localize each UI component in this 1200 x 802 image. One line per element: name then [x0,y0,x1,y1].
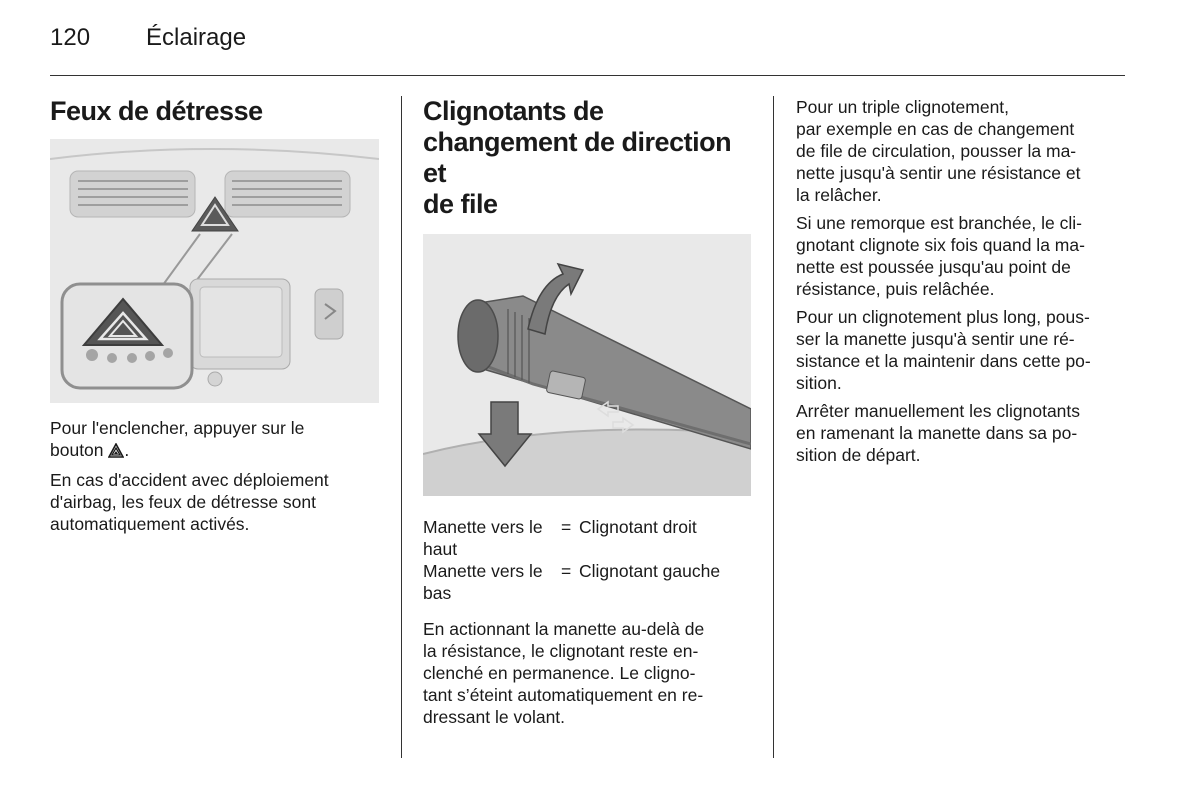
text-line: dressant le volant. [423,707,566,727]
middle-column [423,96,755,734]
trailer-paragraph [796,212,1126,300]
triple-signal-paragraph [796,96,1126,206]
text-line: En actionnant la manette au-delà de [423,619,705,639]
heading-line-2: changement de direction et [423,127,732,188]
page-number: 120 [50,24,91,51]
table-term: Manette vers le [423,561,543,581]
text-line: de file de circulation, pousser la ma- [796,141,1077,161]
hazard-instruction-period: . [124,440,130,460]
text-line: par exemple en cas de changement [796,119,1075,139]
dashboard-illustration [50,139,379,403]
text-line: ser la manette jusqu'à sentir une ré- [796,329,1075,349]
text-line: la résistance, le clignotant reste en- [423,641,699,661]
table-description: Clignotant gauche [579,561,721,581]
long-signal-paragraph [796,306,1126,394]
hazard-instruction [50,417,380,463]
text-line: en ramenant la manette dans sa po- [796,423,1078,443]
table-equals: = [561,517,572,537]
text-line: Arrêter manuellement les clignotants [796,401,1081,421]
table-equals: = [561,561,572,581]
column-divider-2 [773,96,774,758]
text-line: nette jusqu'à sentir une résistance et [796,163,1081,183]
text-line: la relâcher. [796,185,882,205]
section-title: Éclairage [146,24,247,51]
table-term-continued: haut [423,539,458,559]
left-column [50,96,380,541]
hazard-instruction-line1: Pour l'enclencher, appuyer sur le [50,418,305,438]
heading-line-3: de file [423,189,498,219]
table-row [423,516,755,560]
manual-stop-paragraph [796,400,1126,466]
text-line: clenché en permanence. Le cligno- [423,663,696,683]
turn-signal-lever-illustration [423,234,751,496]
right-column [796,96,1126,472]
text-line: sition de départ. [796,445,921,465]
section-heading-turn-signals [423,96,755,220]
text-line: Pour un triple clignotement, [796,97,1010,117]
table-description: Clignotant droit [579,517,697,537]
hazard-switch-illustration [50,139,379,403]
table-row [423,560,755,604]
text-line: résistance, puis relâchée. [796,279,995,299]
text-line: tant s’éteint automatiquement en re- [423,685,704,705]
text-line: gnotant clignote six fois quand la ma- [796,235,1085,255]
heading-line-1: Clignotants de [423,96,604,126]
table-term: Manette vers le [423,517,543,537]
text-line: nette est poussée jusqu'au point de [796,257,1071,277]
page-header [50,24,246,52]
column-divider-1 [401,96,402,758]
airbag-note: En cas d'accident avec déploiement d'airbag, les feux de détresse sont automatiquement activés. [50,470,329,534]
text-line: sition. [796,373,842,393]
permanent-signal-note [423,618,755,728]
section-heading-hazard: Feux de détresse [50,96,263,126]
hazard-warning-icon [108,441,124,463]
hazard-instruction-line2: bouton [50,440,104,460]
text-line: Si une remorque est branchée, le cli- [796,213,1082,233]
table-term-continued: bas [423,583,452,603]
text-line: sistance et la maintenir dans cette po- [796,351,1091,371]
lever-drawing [423,234,751,496]
lever-direction-table [423,516,755,604]
header-rule [50,75,1125,76]
text-line: Pour un clignotement plus long, pous- [796,307,1090,327]
